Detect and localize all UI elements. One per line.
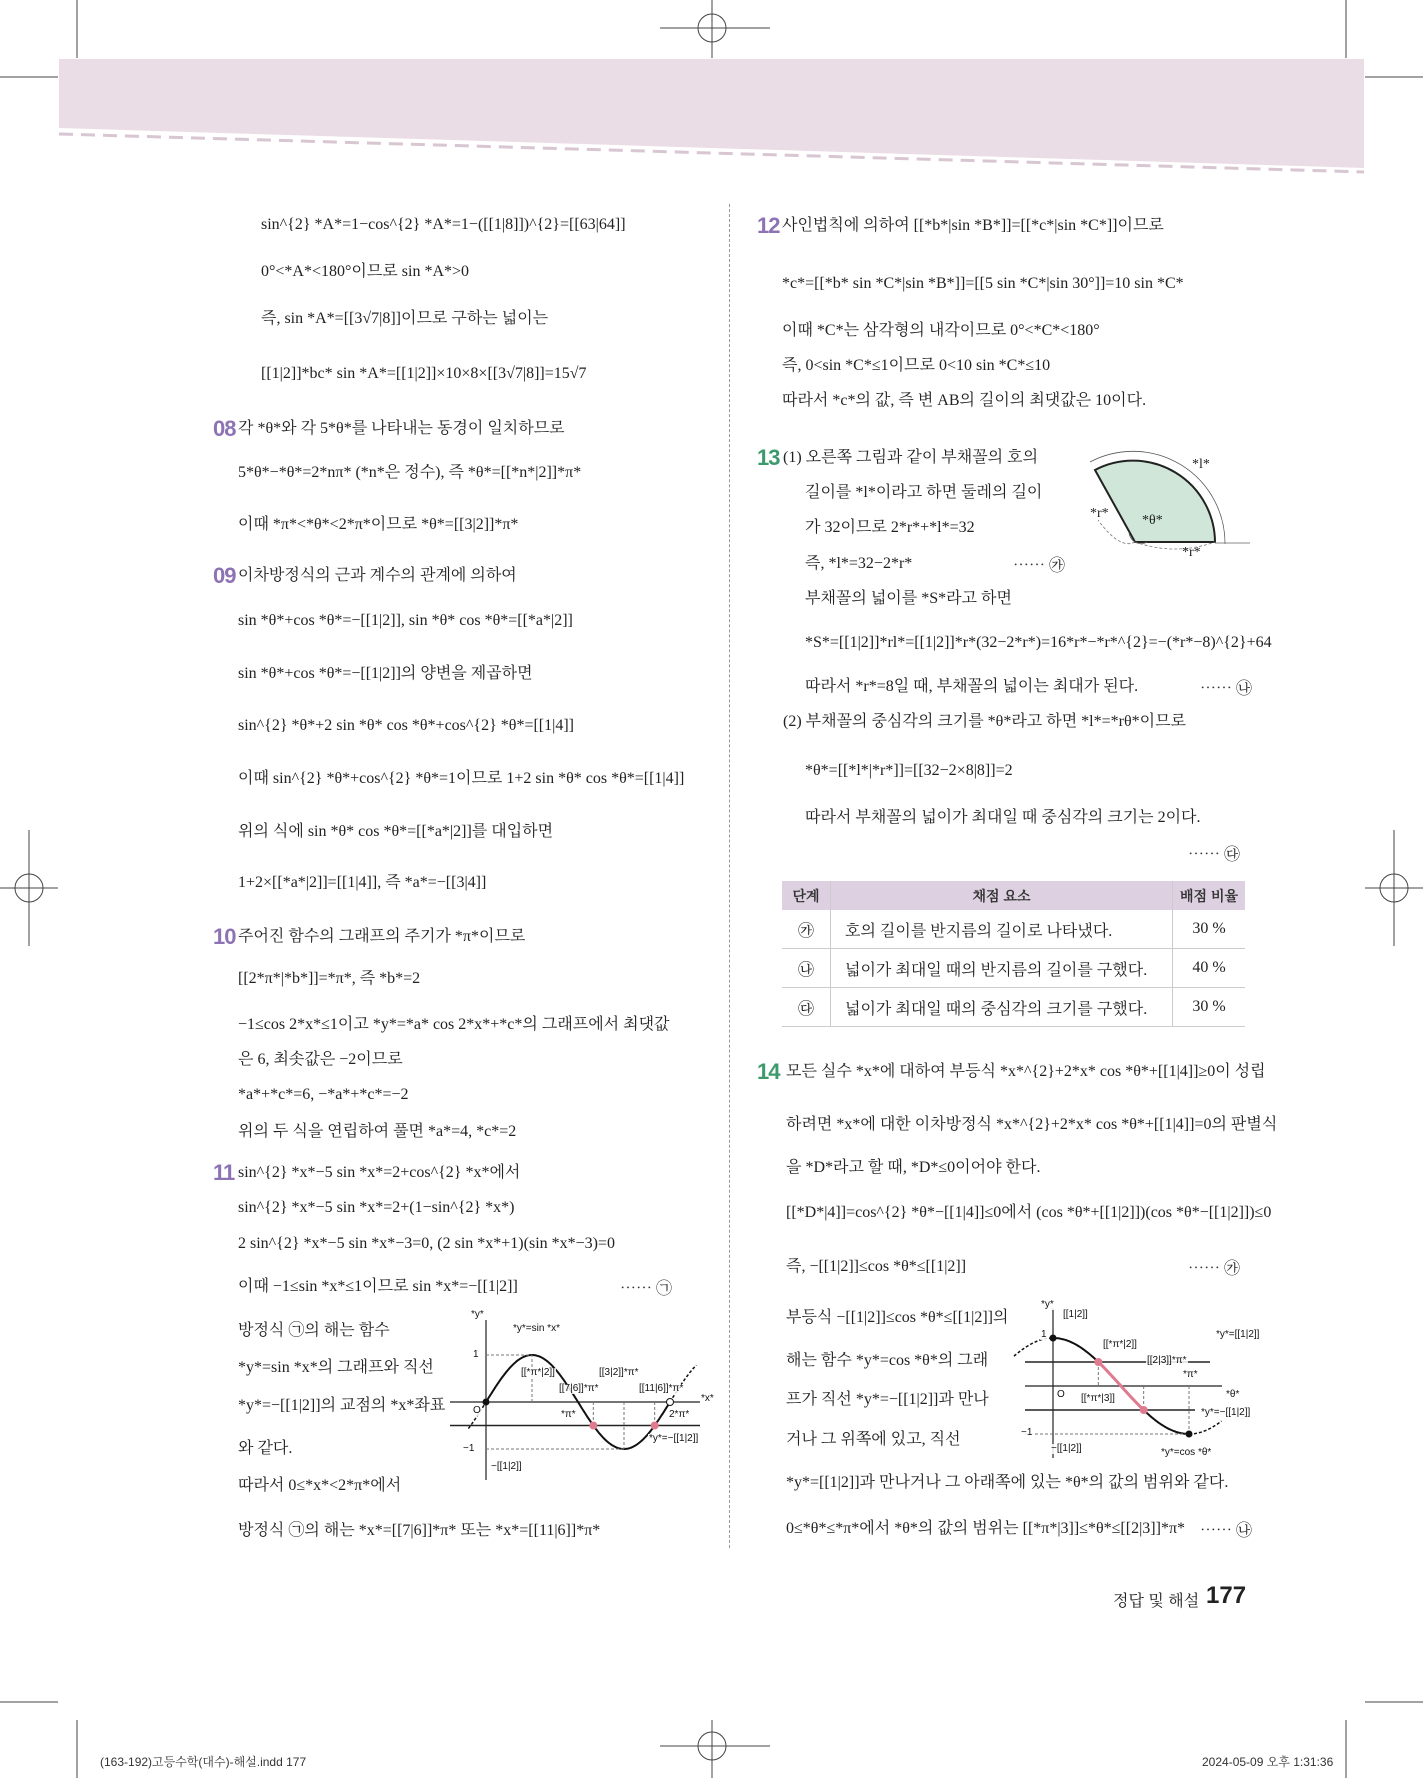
graph-label: *y*=−[[1|2]] — [649, 1433, 699, 1444]
solution-line: 이때 −1≤sin *x*≤1이므로 sin *x*=−[[1|2]] — [238, 1278, 518, 1295]
radius-label: *r* — [1182, 545, 1201, 560]
solution-line: 5*θ*−*θ*=2*nπ* (*n*은 정수), 즉 *θ*=[[*n*|2]]*π* — [238, 464, 582, 481]
solution-line: 와 같다. — [238, 1440, 293, 1457]
sin-graph-drawing — [450, 1310, 710, 1490]
graph-label: [[1|2]] — [1063, 1309, 1088, 1320]
equation-marker: ⋯⋯ ㉠ — [620, 1280, 673, 1298]
equation-marker: ⋯⋯ ㉯ — [1200, 680, 1253, 698]
ratio-cell: 30 % — [1173, 910, 1246, 949]
solution-line: 위의 식에 sin *θ* cos *θ*=[[*a*|2]]를 대입하면 — [238, 823, 554, 840]
solution-line: *y*=[[1|2]]과 만나거나 그 아래쪽에 있는 *θ*의 값의 범위와 같다. — [786, 1474, 1229, 1491]
ratio-cell: 40 % — [1173, 949, 1246, 988]
problem-number: 10 — [213, 924, 236, 949]
graph-label: O — [1057, 1389, 1065, 1400]
solution-line: 즉, −[[1|2]]≤cos *θ*≤[[1|2]] — [786, 1258, 967, 1275]
solution-line: 거나 그 위쪽에 있고, 직선 — [786, 1431, 961, 1448]
solution-line: sin^{2} *x*−5 sin *x*=2+cos^{2} *x*에서 — [238, 1164, 521, 1181]
print-timestamp: 2024-05-09 오후 1:31:36 — [1202, 1755, 1334, 1769]
solution-line: −1≤cos 2*x*≤1이고 *y*=*a* cos 2*x*+*c*의 그래프에서 최댓값 — [238, 1016, 670, 1033]
angle-label: *θ* — [1142, 513, 1163, 528]
solution-line: 모든 실수 *x*에 대하여 부등식 *x*^{2}+2*x* cos *θ*+[[1|4]]≥0이 성립 — [786, 1063, 1266, 1080]
graph-label: [[*π*|2]] — [1103, 1339, 1137, 1350]
solution-line: *θ*=[[*l*|*r*]]=[[32−2×8|8]]=2 — [805, 762, 1013, 779]
header-ratio: 배점 비율 — [1173, 881, 1246, 910]
graph-label: *y*=sin *x* — [513, 1323, 560, 1334]
graph-label: *y* — [1041, 1299, 1054, 1310]
graph-label: [[*π*|3]] — [1081, 1393, 1115, 1404]
solution-line: *a*+*c*=6, −*a*+*c*=−2 — [238, 1086, 409, 1103]
scoring-table — [782, 881, 1245, 1027]
graph-label: *θ* — [1226, 1389, 1240, 1400]
solution-line: sin^{2} *A*=1−cos^{2} *A*=1−([[1|8]])^{2}=[[63|64]] — [261, 216, 626, 233]
graph-label: −1 — [463, 1443, 475, 1454]
solution-line: 2 sin^{2} *x*−5 sin *x*−3=0, (2 sin *x*+1)(sin *x*−3)=0 — [238, 1235, 616, 1252]
solution-line: 은 6, 최솟값은 −2이므로 — [238, 1051, 403, 1068]
step-cell: ㉯ — [782, 949, 831, 988]
solution-line: 부등식 −[[1|2]]≤cos *θ*≤[[1|2]]의 — [786, 1309, 1009, 1326]
intersection-point — [1094, 1358, 1102, 1366]
column-divider — [729, 204, 730, 1548]
solution-line: 즉, sin *A*=[[3√7|8]]이므로 구하는 넓이는 — [261, 310, 549, 327]
solution-line: *c*=[[*b* sin *C*|sin *B*]]=[[5 sin *C*|sin 30°]]=10 sin *C* — [782, 275, 1184, 292]
graph-label: *π* — [1183, 1369, 1198, 1380]
graph-label: *x* — [701, 1393, 714, 1404]
solution-line: 주어진 함수의 그래프의 주기가 *π*이므로 — [238, 928, 526, 945]
cos-graph — [1010, 1300, 1270, 1470]
solution-line: 방정식 ㉠의 해는 *x*=[[7|6]]*π* 또는 *x*=[[11|6]]*π* — [238, 1522, 601, 1539]
criteria-cell: 넓이가 최대일 때의 반지름의 길이를 구했다. — [831, 949, 1173, 988]
graph-label: [[*π*|2]] — [521, 1367, 555, 1378]
solution-line: 따라서 *r*=8일 때, 부채꼴의 넓이는 최대가 된다. — [805, 678, 1139, 695]
section-title: 정답 및 해설 — [1113, 1593, 1200, 1610]
ratio-cell: 30 % — [1173, 988, 1246, 1027]
graph-label: *y*=−[[1|2]] — [1201, 1407, 1251, 1418]
solution-line: 0°<*A*<180°이므로 sin *A*>0 — [261, 263, 470, 280]
solution-line: 각 *θ*와 각 5*θ*를 나타내는 동경이 일치하므로 — [238, 420, 565, 437]
origin-point — [483, 1399, 490, 1406]
step-cell: ㉰ — [782, 988, 831, 1027]
intersection-point — [651, 1422, 659, 1430]
solution-line: 즉, *l*=32−2*r* — [805, 555, 913, 572]
table-header-row — [782, 881, 1245, 910]
graph-label: −[[1|2]] — [491, 1461, 522, 1472]
cos-curve-extension — [1189, 1421, 1222, 1434]
solution-line: sin^{2} *θ*+2 sin *θ* cos *θ*+cos^{2} *θ*=[[1|4]] — [238, 717, 574, 734]
radius-label: *r* — [1090, 506, 1109, 521]
solution-line: 즉, 0<sin *C*≤1이므로 0<10 sin *C*≤10 — [782, 357, 1051, 374]
sector-figure — [1080, 440, 1260, 560]
problem-number: 12 — [757, 213, 780, 238]
solution-line: 이차방정식의 근과 계수의 관계에 의하여 — [238, 567, 517, 584]
solution-line: 따라서 부채꼴의 넓이가 최대일 때 중심각의 크기는 2이다. — [805, 809, 1201, 826]
graph-label: *π* — [561, 1409, 576, 1420]
solution-line: (2) 부채꼴의 중심각의 크기를 *θ*라고 하면 *l*=*rθ*이므로 — [783, 713, 1186, 730]
graph-label: [[11|6]]*π* — [639, 1383, 684, 1394]
graph-label: *y* — [471, 1309, 484, 1320]
solution-line: 하려면 *x*에 대한 이차방정식 *x*^{2}+2*x* cos *θ*+[[1|4]]=0의 판별식 — [786, 1116, 1278, 1133]
equation-marker: ⋯⋯ ㉮ — [1013, 557, 1066, 575]
open-point — [667, 1399, 674, 1406]
solution-line: 이때 *π*<*θ*<2*π*이므로 *θ*=[[3|2]]*π* — [238, 516, 519, 533]
header-criteria: 채점 요소 — [831, 881, 1173, 910]
solution-line: 방정식 ㉠의 해는 함수 — [238, 1322, 390, 1339]
solution-line: 이때 *C*는 삼각형의 내각이므로 0°<*C*<180° — [782, 322, 1100, 339]
criteria-cell: 호의 길이를 반지름의 길이로 나타냈다. — [831, 910, 1173, 949]
solution-line: 을 *D*라고 할 때, *D*≤0이어야 한다. — [786, 1159, 1041, 1176]
solution-line: 길이를 *l*이라고 하면 둘레의 길이 — [805, 484, 1043, 501]
sector-drawing — [1080, 440, 1260, 555]
table-row — [782, 949, 1245, 988]
solution-line: [[*D*|4]]=cos^{2} *θ*−[[1|4]]≤0에서 (cos *θ*+[[1|2]])(cos *θ*−[[1|2]])≤0 — [786, 1204, 1272, 1221]
graph-label: 2*π* — [669, 1409, 690, 1420]
intersection-point — [1140, 1406, 1148, 1414]
graph-label: [[3|2]]*π* — [599, 1367, 639, 1378]
solution-line: 사인법칙에 의하여 [[*b*|sin *B*]]=[[*c*|sin *C*]]이므로 — [782, 217, 1164, 234]
graph-label: *y*=cos *θ* — [1161, 1447, 1212, 1458]
solution-line: 프가 직선 *y*=−[[1|2]]과 만나 — [786, 1391, 989, 1408]
graph-label: 1 — [473, 1349, 479, 1360]
cos-curve-extension — [1014, 1338, 1053, 1356]
equation-marker: ⋯⋯ ㉰ — [1188, 846, 1241, 864]
solution-line: *S*=[[1|2]]*rl*=[[1|2]]*r*(32−2*r*)=16*r*−*r*^{2}=−(*r*−8)^{2}+64 — [805, 634, 1272, 651]
problem-number: 13 — [757, 445, 780, 470]
solution-line: sin *θ*+cos *θ*=−[[1|2]], sin *θ* cos *θ*=[[*a*|2]] — [238, 612, 573, 629]
solution-line: 1+2×[[*a*|2]]=[[1|4]], 즉 *a*=−[[3|4]] — [238, 874, 487, 891]
solution-line: *y*=−[[1|2]]의 교점의 *x*좌표 — [238, 1397, 446, 1414]
solution-line: 위의 두 식을 연립하여 풀면 *a*=4, *c*=2 — [238, 1123, 517, 1140]
graph-label: *y*=[[1|2]] — [1216, 1329, 1260, 1340]
graph-label: 1 — [1041, 1329, 1047, 1340]
solution-line: 0≤*θ*≤*π*에서 *θ*의 값의 범위는 [[*π*|3]]≤*θ*≤[[2|3]]*π* — [786, 1520, 1186, 1537]
solution-line: (1) 오른쪽 그림과 같이 부채꼴의 호의 — [783, 449, 1039, 466]
table-row — [782, 910, 1245, 949]
equation-marker: ⋯⋯ ㉮ — [1188, 1260, 1241, 1278]
solution-line: sin *θ*+cos *θ*=−[[1|2]]의 양변을 제곱하면 — [238, 665, 533, 682]
header-band — [59, 59, 1364, 168]
sin-graph — [450, 1309, 714, 1490]
solution-line: 해는 함수 *y*=cos *θ*의 그래 — [786, 1352, 989, 1369]
problem-number: 08 — [213, 416, 236, 441]
graph-label: −1 — [1021, 1427, 1033, 1438]
solution-line: [[2*π*|*b*]]=*π*, 즉 *b*=2 — [238, 970, 421, 987]
graph-label: [[2|3]]*π* — [1147, 1355, 1187, 1366]
graph-label: O — [473, 1405, 481, 1416]
arc-length-label: *l* — [1192, 457, 1210, 472]
step-cell: ㉮ — [782, 910, 831, 949]
solution-line: 가 32이므로 2*r*+*l*=32 — [805, 519, 975, 536]
problem-number: 14 — [757, 1059, 780, 1084]
graph-label: [[7|6]]*π* — [559, 1383, 599, 1394]
file-slug: (163-192)고등수학(대수)-해설.indd 177 — [100, 1755, 307, 1769]
problem-number: 11 — [213, 1160, 235, 1185]
solution-line: 이때 sin^{2} *θ*+cos^{2} *θ*=1이므로 1+2 sin *θ* cos *θ*=[[1|4]] — [238, 770, 685, 787]
min-point — [1186, 1431, 1193, 1438]
solution-line: 따라서 *c*의 값, 즉 변 AB의 길이의 최댓값은 10이다. — [782, 392, 1147, 409]
table-row — [782, 988, 1245, 1027]
equation-marker: ⋯⋯ ㉯ — [1200, 1522, 1253, 1540]
problem-number: 09 — [213, 563, 236, 588]
header-step: 단계 — [782, 881, 831, 910]
criteria-cell: 넓이가 최대일 때의 중심각의 크기를 구했다. — [831, 988, 1173, 1027]
page-number: 177 — [1206, 1582, 1247, 1609]
graph-label: −[[1|2]] — [1051, 1443, 1082, 1454]
solution-line: 부채꼴의 넓이를 *S*라고 하면 — [805, 590, 1012, 607]
max-point — [1050, 1335, 1057, 1342]
solution-line: [[1|2]]*bc* sin *A*=[[1|2]]×10×8×[[3√7|8]]=15√7 — [261, 365, 587, 382]
intersection-point — [589, 1422, 597, 1430]
solution-line: 따라서 0≤*x*<2*π*에서 — [238, 1477, 402, 1494]
solution-line: *y*=sin *x*의 그래프와 직선 — [238, 1359, 434, 1376]
cos-graph-drawing — [1010, 1300, 1270, 1470]
solution-line: sin^{2} *x*−5 sin *x*=2+(1−sin^{2} *x*) — [238, 1199, 515, 1216]
